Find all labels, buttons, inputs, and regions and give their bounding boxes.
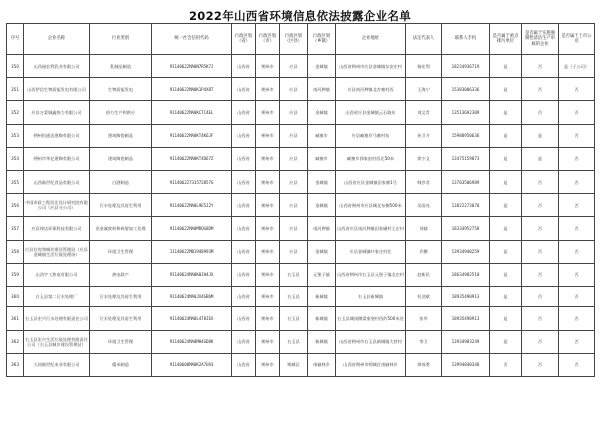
cell-key: 是 (490, 78, 522, 101)
cell-no: 357 (7, 217, 24, 240)
col-code-header: 统一社会信用代码 (152, 24, 232, 55)
table-row (7, 147, 595, 170)
cell-county: 应县 (280, 147, 308, 170)
cell-address: 山西省朔州市应县金城镇东安庄村 (336, 55, 406, 78)
cell-province: 山西省 (232, 286, 256, 307)
cell-name: 右玉县宏兴污水处理有限责任公司 (24, 307, 90, 330)
cell-county: 右玉县 (280, 263, 308, 286)
col-county-header: 行政区划（区县） (280, 24, 308, 55)
cell-phone: 18935490913 (442, 286, 490, 307)
cell-phone: 13703506989 (442, 170, 490, 193)
cell-province: 山西省 (232, 147, 256, 170)
col-town-header: 行政区划（乡镇） (308, 24, 336, 55)
cell-phone: 15383086336 (442, 78, 490, 101)
cell-rep: 吴雨亮 (406, 194, 442, 217)
cell-key: 是 (490, 286, 522, 307)
cell-listed: 否 (559, 78, 595, 101)
cell-province: 山西省 (232, 307, 256, 330)
page-title: 2022年山西省环境信息依法披露企业名单 (188, 9, 411, 23)
cell-industry: 建筑陶瓷制品 (90, 124, 152, 147)
cell-phone: 13822273070 (442, 194, 490, 217)
cell-address: 应县臧寨乡马寨村东 (336, 124, 406, 147)
cell-city: 朔州市 (256, 330, 280, 353)
cell-no: 353 (7, 124, 24, 147)
table-row (7, 101, 595, 124)
cell-phone: 13934983249 (442, 330, 490, 353)
col-no-header: 序号 (7, 24, 24, 55)
cell-no: 354 (7, 147, 24, 170)
cell-address: 应县金城镇叶家庄村北 (336, 240, 406, 263)
cell-town: 金城镇 (308, 240, 336, 263)
cell-name: 山西宇工热电有限公司 (24, 263, 90, 286)
cell-audit: 否 (522, 286, 559, 307)
cell-name: 右玉县宏兴生活垃圾处理有限责任公司（右玉县城乡建设管理站） (24, 330, 90, 353)
table-row (7, 170, 595, 193)
cell-industry: 非金属废料和碎屑加工处理 (90, 217, 152, 240)
cell-code: 91140624MA0JX4GB6M (152, 286, 232, 307)
col-audit-header: 是否属于实施强制性清洁生产审核的企业 (522, 24, 559, 55)
cell-industry: 乳制品制造 (90, 55, 152, 78)
cell-rep: 周效勇 (406, 353, 442, 376)
col-address-header: 企业地址 (336, 24, 406, 55)
cell-name: 右玉县第二污水处理厂 (24, 286, 90, 307)
cell-key: 否 (490, 353, 522, 376)
cell-town: 金城镇 (308, 194, 336, 217)
cell-county: 朔城区 (280, 353, 308, 376)
cell-city: 朔州市 (256, 55, 280, 78)
table-row (7, 286, 595, 307)
cell-rep: 刘文青 (406, 101, 442, 124)
cell-rep: 杨宏利 (406, 55, 442, 78)
cell-rep: 乔鹏 (406, 240, 442, 263)
col-listed-header: 是否属于上市公司 (559, 24, 595, 55)
cell-listed: 否 (559, 286, 595, 307)
cell-address: 山西省应县南河种镇田家碾村王庄村 (336, 217, 406, 240)
cell-rep: 赵新民 (406, 263, 442, 286)
cell-address: 右玉县新城镇 (336, 286, 406, 307)
cell-town: 元堡子镇 (308, 263, 336, 286)
table-row (7, 217, 595, 240)
col-key-header: 是否属于重点排污单位 (490, 24, 522, 55)
col-rep-header: 法定代表人 (406, 24, 442, 55)
cell-audit: 是 (522, 124, 559, 147)
cell-industry: 建筑陶瓷制品 (90, 147, 152, 170)
cell-no: 363 (7, 353, 24, 376)
table-row (7, 124, 595, 147)
cell-address: 山西省朔州市右玉县元堡子镇北庄村 (336, 263, 406, 286)
cell-no: 351 (7, 78, 24, 101)
cell-listed: 是（子公司） (559, 55, 595, 78)
cell-listed: 否 (559, 353, 595, 376)
cell-town: 新城镇 (308, 330, 336, 353)
cell-industry: 热电联产 (90, 263, 152, 286)
cell-town: 新城镇 (308, 286, 336, 307)
cell-key: 是 (490, 147, 522, 170)
cell-audit: 否 (522, 263, 559, 286)
cell-industry: 污水处理及其再生利用 (90, 194, 152, 217)
cell-address: 应县南河种镇北杏寨村西 (336, 78, 406, 101)
cell-address: 山西省应县金城镇云石路东 (336, 101, 406, 124)
cell-no: 362 (7, 330, 24, 353)
table-row (7, 240, 595, 263)
cell-county: 应县 (280, 217, 308, 240)
cell-address: 山西省朔州市右玉县新城镇大营村 (336, 330, 406, 353)
cell-key: 是 (490, 240, 522, 263)
col-city-header: 行政区划（市） (256, 24, 280, 55)
cell-phone: 18935490913 (442, 307, 490, 330)
cell-audit: 否 (522, 217, 559, 240)
cell-listed: 否 (559, 124, 595, 147)
cell-key: 是 (490, 194, 522, 217)
cell-city: 朔州市 (256, 240, 280, 263)
cell-code: 91140622MA0N7R5K7J (152, 55, 232, 78)
cell-audit: 否 (522, 55, 559, 78)
cell-phone: 18334952758 (442, 217, 490, 240)
table-row (7, 194, 595, 217)
cell-city: 朔州市 (256, 101, 280, 124)
cell-city: 朔州市 (256, 194, 280, 217)
cell-address: 臧寨乡郭家窑村西北50米 (336, 147, 406, 170)
cell-code: 91140622MA0KCTC4EL (152, 101, 232, 124)
cell-county: 右玉县 (280, 286, 308, 307)
cell-phone: 13475159873 (442, 147, 490, 170)
cell-town: 南河种镇 (308, 217, 336, 240)
cell-audit: 否 (522, 307, 559, 330)
cell-code: 91140622MA0MRQG8DM (152, 217, 232, 240)
cell-town: 臧寨乡 (308, 124, 336, 147)
cell-phone: 13994840348 (442, 353, 490, 376)
cell-industry: 环境卫生管理 (90, 240, 152, 263)
cell-audit: 否 (522, 101, 559, 124)
cell-county: 应县 (280, 78, 308, 101)
cell-province: 山西省 (232, 217, 256, 240)
cell-county: 应县 (280, 194, 308, 217)
cell-key: 是 (490, 330, 522, 353)
cell-audit: 否 (522, 353, 559, 376)
col-name-header: 企业名称 (24, 24, 90, 55)
cell-county: 右玉县 (280, 307, 308, 330)
cell-name: 应县坤达环保科技有限公司 (24, 217, 90, 240)
cell-province: 山西省 (232, 124, 256, 147)
cell-listed: 否 (559, 263, 595, 286)
cell-name: 朔州市华亿建陶有限公司 (24, 147, 90, 170)
cell-rep: 杜劲斌 (406, 286, 442, 307)
cell-code: 91140622MA0L9E5J2Y (152, 194, 232, 217)
cell-industry: 环境卫生管理 (90, 330, 152, 353)
cell-key: 是 (490, 101, 522, 124)
cell-industry: 污水处理及其再生利用 (90, 286, 152, 307)
cell-province: 山西省 (232, 263, 256, 286)
cell-city: 朔州市 (256, 147, 280, 170)
cell-code: 91140622MA0KT4K6JF (152, 124, 232, 147)
cell-no: 361 (7, 307, 24, 330)
cell-key: 是 (490, 307, 522, 330)
cell-town: 金城镇 (308, 101, 336, 124)
cell-phone: 13513692309 (442, 101, 490, 124)
cell-town: 南河种镇 (308, 78, 336, 101)
cell-code: 91140622MA0KT4D67Z (152, 147, 232, 170)
cell-county: 应县 (280, 124, 308, 147)
cell-audit: 否 (522, 78, 559, 101)
cell-no: 355 (7, 170, 24, 193)
cell-audit: 否 (522, 240, 559, 263)
cell-province: 山西省 (232, 353, 256, 376)
cell-no: 350 (7, 55, 24, 78)
cell-rep: 张华 (406, 307, 442, 330)
cell-address: 山西省朔州市朔城区南榆林乡 (336, 353, 406, 376)
table-row (7, 78, 595, 101)
cell-listed: 否 (559, 101, 595, 124)
cell-code: 91140624MA0MH4GD0K (152, 330, 232, 353)
cell-code: 91140622MA0K1P4X8T (152, 78, 232, 101)
cell-name: 应县住房和城乡建设管理局（应县金城镇生活垃圾处理场） (24, 240, 90, 263)
cell-phone: 13934940259 (442, 240, 490, 263)
cell-industry: 生物质能发电 (90, 78, 152, 101)
cell-province: 山西省 (232, 170, 256, 193)
table-body (7, 55, 595, 377)
cell-province: 山西省 (232, 194, 256, 217)
cell-county: 应县 (280, 101, 308, 124)
cell-no: 352 (7, 101, 24, 124)
cell-name: 应县万蒙城鑫热力有限公司 (24, 101, 90, 124)
cell-province: 山西省 (232, 101, 256, 124)
col-industry-header: 行业类别 (90, 24, 152, 55)
enterprise-table (6, 23, 595, 377)
col-phone-header: 联系人手机 (442, 24, 490, 55)
cell-county: 应县 (280, 170, 308, 193)
table-row (7, 263, 595, 286)
cell-no: 359 (7, 263, 24, 286)
cell-code: 11140622MB1948993M (152, 240, 232, 263)
cell-rep: 刘婧 (406, 217, 442, 240)
cell-city: 朔州市 (256, 170, 280, 193)
col-province-header: 行政区划（省） (232, 24, 256, 55)
cell-province: 山西省 (232, 330, 256, 353)
cell-audit: 否 (522, 194, 559, 217)
cell-industry: 精米制造 (90, 353, 152, 376)
cell-no: 356 (7, 194, 24, 217)
cell-city: 朔州市 (256, 124, 280, 147)
cell-code: 91140622731572857G (152, 170, 232, 193)
cell-audit: 是 (522, 147, 559, 170)
cell-listed: 否 (559, 240, 595, 263)
cell-phone: 18234936719 (442, 55, 490, 78)
table-row (7, 55, 595, 78)
cell-key: 是 (490, 124, 522, 147)
cell-address: 山西省应县金城镇田家寨1号 (336, 170, 406, 193)
cell-name: 朔州恒通达建陶有限公司 (24, 124, 90, 147)
cell-code: 91140600MA0K2A7UA3 (152, 353, 232, 376)
cell-no: 360 (7, 286, 24, 307)
table-header-row (7, 24, 595, 55)
cell-rep: 徐少文 (406, 147, 442, 170)
cell-town: 臧寨乡 (308, 147, 336, 170)
cell-rep: 韩彦君 (406, 170, 442, 193)
cell-listed: 否 (559, 194, 595, 217)
cell-key: 是 (490, 170, 522, 193)
cell-no: 358 (7, 240, 24, 263)
table-row (7, 330, 595, 353)
cell-city: 朔州市 (256, 353, 280, 376)
cell-city: 朔州市 (256, 263, 280, 286)
cell-province: 山西省 (232, 78, 256, 101)
cell-town: 金城镇 (308, 170, 336, 193)
cell-name: 中国市政工程西北设计研究院有限公司（应县分公司） (24, 194, 90, 217)
cell-town: 新城镇 (308, 307, 336, 330)
cell-listed: 否 (559, 307, 595, 330)
cell-code: 91140624MA0K0JH4JX (152, 263, 232, 286)
cell-city: 朔州市 (256, 78, 280, 101)
cell-province: 山西省 (232, 240, 256, 263)
cell-listed: 否 (559, 170, 595, 193)
cell-listed: 否 (559, 330, 595, 353)
cell-name: 大同新世纪米业有限公司 (24, 353, 90, 376)
cell-listed: 否 (559, 217, 595, 240)
cell-province: 山西省 (232, 55, 256, 78)
cell-phone: 18634982510 (442, 263, 490, 286)
cell-key: 是 (490, 263, 522, 286)
cell-key: 是 (490, 55, 522, 78)
cell-town: 金城镇 (308, 55, 336, 78)
table-row (7, 353, 595, 376)
cell-city: 朔州市 (256, 307, 280, 330)
cell-county: 应县 (280, 55, 308, 78)
cell-city: 朔州市 (256, 286, 280, 307)
cell-code: 91140624MA0L4T8JEX (152, 307, 232, 330)
cell-industry: 污水处理及其再生利用 (90, 307, 152, 330)
cell-key: 是 (490, 217, 522, 240)
cell-audit: 否 (522, 330, 559, 353)
cell-industry: 热力生产和供应 (90, 101, 152, 124)
cell-address: 右玉县城南侧梁家堡村西约500米处 (336, 307, 406, 330)
cell-rep: 王海宁 (406, 78, 442, 101)
cell-name: 山西禄宏利乳业有限公司 (24, 55, 90, 78)
cell-listed: 否 (559, 147, 595, 170)
cell-county: 右玉县 (280, 330, 308, 353)
cell-address: 山西省朔州市应县城北东侧500米 (336, 194, 406, 217)
cell-county: 应县 (280, 240, 308, 263)
cell-rep: 李卫 (406, 330, 442, 353)
cell-city: 朔州市 (256, 217, 280, 240)
cell-phone: 15988950636 (442, 124, 490, 147)
cell-town: 南榆林乡 (308, 353, 336, 376)
cell-name: 山西新世纪食品有限公司 (24, 170, 90, 193)
cell-industry: 白酒制造 (90, 170, 152, 193)
cell-rep: 孙卫才 (406, 124, 442, 147)
table-row (7, 307, 595, 330)
cell-name: 山西伊信生物质能发电有限公司 (24, 78, 90, 101)
cell-audit: 否 (522, 170, 559, 193)
